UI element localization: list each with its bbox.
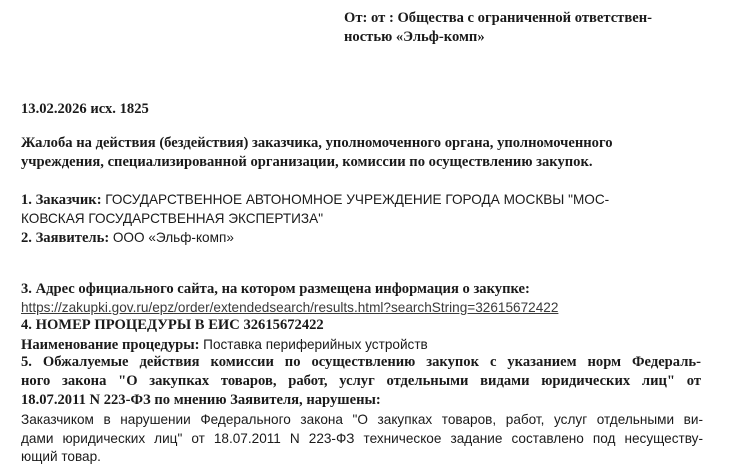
violation-line-3: ющий товар. [21,449,101,464]
applicant-label: 2. Заявитель: [21,230,110,246]
appealed-line-1: 5. Обжалуемые действия комиссии по осуществлению закупок с указанием норм Федераль- [21,354,701,370]
procedure-number: 4. НОМЕР ПРОЦЕДУРЫ В ЕИС 32615672422 [21,317,324,333]
customer-label: 1. Заказчик: [21,192,102,208]
customer-value-line-1: ГОСУДАРСТВЕННОЕ АВТОНОМНОЕ УЧРЕЖДЕНИЕ ГОРОДА МОСКВЫ "МОС- [105,192,610,207]
complaint-title-line-2: учреждения, специализированной организации, комиссии по осуществлению закупок. [21,154,593,170]
site-label: 3. Адрес официального сайта, на котором размещена информация о закупке: [21,281,530,297]
procurement-url-link[interactable]: https://zakupki.gov.ru/epz/order/extendedsearch/results.html?searchString=32615672422 [21,300,559,315]
date-reference: 13.02.2026 исх. 1825 [21,101,149,117]
applicant-value: ООО «Эльф-комп» [112,230,234,245]
complaint-title-line-1: Жалоба на действия (бездействия) заказчика, уполномоченного органа, уполномоченного [21,135,613,151]
violation-line-2: дами юридических лиц" от 18.07.2011 N 223-ФЗ техническое задание составлено под несуществу- [21,431,703,446]
applicant-row [21,228,234,248]
appealed-line-3: 18.07.2011 N 223-ФЗ по мнению Заявителя, нарушены: [21,392,381,408]
procedure-name-row [21,335,428,355]
sender-line-2: ностью «Эльф-комп» [344,29,485,45]
sender-line-1: От: от : Общества с ограниченной ответствен- [344,10,652,26]
customer-row [21,190,609,210]
violation-line-1: Заказчиком в нарушении Федерального закона "О закупках товаров, работ, услуг отдельными ви- [21,412,703,427]
procedure-name-value: Поставка периферийных устройств [203,337,428,352]
procedure-name-label: Наименование процедуры: [21,337,200,353]
customer-value-line-2: КОВСКАЯ ГОСУДАРСТВЕННАЯ ЭКСПЕРТИЗА" [21,211,324,226]
appealed-line-2: ного закона "О закупках товаров, работ, услуг отдельными видами юридических лиц" от [21,373,701,389]
